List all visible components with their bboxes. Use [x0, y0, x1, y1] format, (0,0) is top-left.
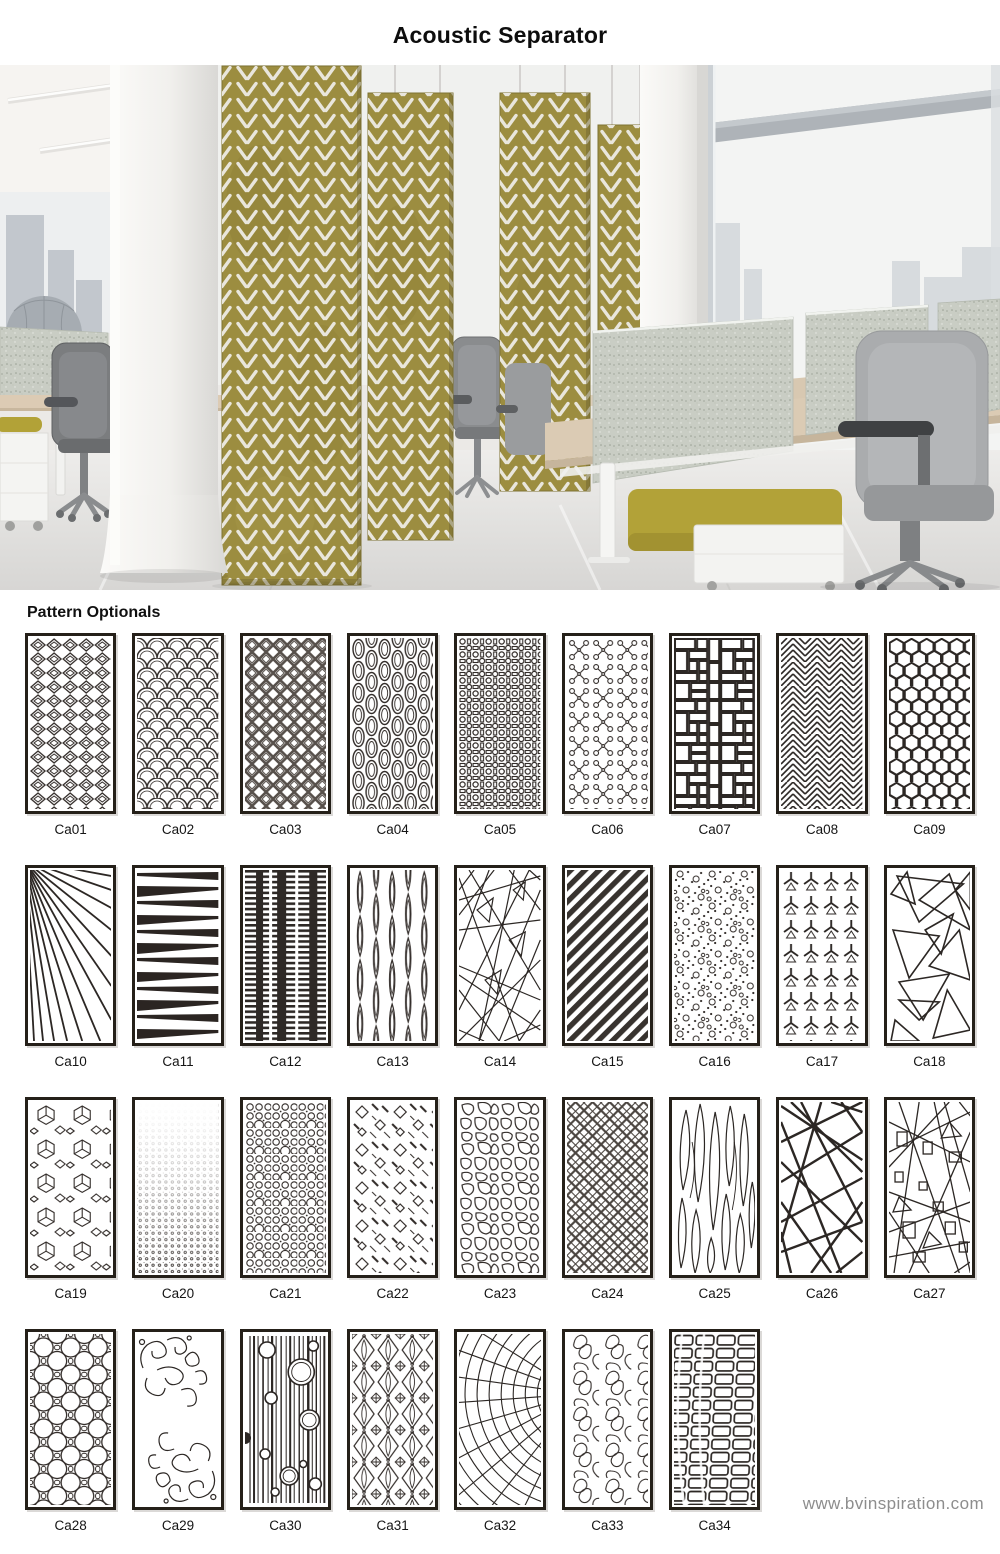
pattern-tile — [240, 1329, 331, 1510]
pattern-tile — [884, 1097, 975, 1278]
pattern-label: Ca09 — [913, 822, 946, 837]
pattern-tile — [347, 1097, 438, 1278]
pattern-label: Ca30 — [269, 1518, 302, 1533]
pattern-swatch-ca21 — [240, 1097, 331, 1301]
pattern-swatch-ca02 — [132, 633, 223, 837]
pattern-tile — [132, 1329, 223, 1510]
pattern-row-1 — [25, 633, 975, 837]
pattern-tile — [25, 1097, 116, 1278]
pattern-label: Ca04 — [376, 822, 409, 837]
pattern-tile — [454, 1097, 545, 1278]
pattern-tile — [25, 865, 116, 1046]
pattern-tile — [454, 1329, 545, 1510]
pattern-label: Ca11 — [162, 1054, 194, 1069]
cabinet — [694, 525, 844, 590]
pattern-label: Ca10 — [54, 1054, 87, 1069]
pattern-swatch-ca23 — [454, 1097, 545, 1301]
pattern-label: Ca01 — [54, 822, 87, 837]
pattern-swatch-ca04 — [347, 633, 438, 837]
pattern-tile — [132, 1097, 223, 1278]
pattern-tile — [669, 1097, 760, 1278]
pattern-tile — [776, 1097, 867, 1278]
pattern-swatch-ca31 — [347, 1329, 438, 1533]
pattern-label: Ca13 — [376, 1054, 409, 1069]
pattern-label: Ca12 — [269, 1054, 302, 1069]
pattern-swatch-ca06 — [562, 633, 653, 837]
pattern-swatch-ca22 — [347, 1097, 438, 1301]
pattern-swatch-ca05 — [454, 633, 545, 837]
pattern-tile — [776, 865, 867, 1046]
pattern-label: Ca14 — [483, 1054, 517, 1069]
pattern-label: Ca34 — [698, 1518, 731, 1533]
pattern-label: Ca20 — [161, 1286, 195, 1301]
pattern-tile — [25, 1329, 116, 1510]
pattern-swatch-ca17 — [776, 865, 867, 1069]
pattern-label: Ca28 — [54, 1518, 87, 1533]
pattern-swatch-ca14 — [454, 865, 545, 1069]
pattern-swatch-ca03 — [240, 633, 331, 837]
pattern-swatch-ca08 — [776, 633, 867, 837]
pattern-label: Ca07 — [698, 822, 731, 837]
pattern-tile — [884, 633, 975, 814]
pattern-swatch-ca09 — [884, 633, 975, 837]
pattern-tile — [240, 865, 331, 1046]
pattern-label: Ca29 — [161, 1518, 195, 1533]
pattern-swatch-ca15 — [562, 865, 653, 1069]
pattern-tile — [240, 1097, 331, 1278]
pattern-tile — [669, 1329, 760, 1510]
pattern-label: Ca03 — [269, 822, 302, 837]
pattern-swatch-ca24 — [562, 1097, 653, 1301]
pattern-swatch-ca28 — [25, 1329, 116, 1533]
pattern-tile — [562, 633, 653, 814]
pattern-label: Ca15 — [591, 1054, 624, 1069]
pattern-tile — [562, 1329, 653, 1510]
pattern-label: Ca32 — [483, 1518, 517, 1533]
pattern-label: Ca21 — [269, 1286, 302, 1301]
pattern-swatch-ca27 — [884, 1097, 975, 1301]
pattern-label: Ca31 — [376, 1518, 409, 1533]
pattern-label: Ca27 — [913, 1286, 946, 1301]
pattern-tile — [562, 1097, 653, 1278]
pattern-label: Ca16 — [698, 1054, 731, 1069]
pattern-swatch-ca19 — [25, 1097, 116, 1301]
pattern-swatch-ca26 — [776, 1097, 867, 1301]
pattern-tile — [669, 633, 760, 814]
pattern-tile — [884, 865, 975, 1046]
pattern-swatch-ca20 — [132, 1097, 223, 1301]
pattern-swatch-ca32 — [454, 1329, 545, 1533]
pattern-label: Ca06 — [591, 822, 624, 837]
pattern-label: Ca22 — [376, 1286, 409, 1301]
pattern-swatch-ca29 — [132, 1329, 223, 1533]
pattern-swatch-ca01 — [25, 633, 116, 837]
pedestal-cabinet — [0, 433, 48, 531]
page-title: Acoustic Separator — [392, 22, 608, 48]
pattern-swatch-ca10 — [25, 865, 116, 1069]
pattern-tile — [454, 865, 545, 1046]
pattern-tile — [132, 865, 223, 1046]
pattern-label: Ca19 — [54, 1286, 87, 1301]
pattern-tile — [669, 865, 760, 1046]
pattern-label: Ca24 — [591, 1286, 624, 1301]
section-heading: Pattern Optionals — [27, 604, 161, 621]
pattern-tile — [347, 1329, 438, 1510]
pattern-row-3 — [25, 1097, 975, 1301]
pattern-tile — [132, 633, 223, 814]
bench-cushion — [0, 417, 42, 432]
pattern-swatch-ca18 — [884, 865, 975, 1069]
pattern-swatch-ca25 — [669, 1097, 760, 1301]
pattern-swatch-ca13 — [347, 865, 438, 1069]
pattern-tile — [562, 865, 653, 1046]
pattern-label: Ca33 — [591, 1518, 624, 1533]
hero-image — [0, 65, 1000, 590]
pattern-swatch-ca11 — [132, 865, 223, 1069]
footer-url: www.bvinspiration.com — [802, 1494, 984, 1513]
pattern-label: Ca26 — [805, 1286, 839, 1301]
pattern-label: Ca17 — [805, 1054, 839, 1069]
pattern-label: Ca25 — [698, 1286, 731, 1301]
pattern-tile — [347, 633, 438, 814]
acoustic-panel — [368, 93, 453, 540]
pattern-swatch-ca33 — [562, 1329, 653, 1533]
pattern-row-2 — [25, 865, 975, 1069]
pattern-label: Ca18 — [913, 1054, 946, 1069]
pattern-tile — [240, 633, 331, 814]
column — [100, 65, 228, 583]
pattern-label: Ca08 — [805, 822, 839, 837]
pattern-tile — [347, 865, 438, 1046]
pattern-tile — [454, 633, 545, 814]
pattern-label: Ca23 — [483, 1286, 517, 1301]
pattern-tile — [25, 633, 116, 814]
acoustic-panel — [222, 66, 361, 585]
pattern-swatch-ca16 — [669, 865, 760, 1069]
pattern-swatch-ca30 — [240, 1329, 331, 1533]
pattern-swatch-ca07 — [669, 633, 760, 837]
pattern-label: Ca02 — [161, 822, 195, 837]
pattern-swatch-ca34 — [669, 1329, 760, 1533]
pattern-swatch-ca12 — [240, 865, 331, 1069]
pattern-tile — [776, 633, 867, 814]
pattern-label: Ca05 — [483, 822, 517, 837]
